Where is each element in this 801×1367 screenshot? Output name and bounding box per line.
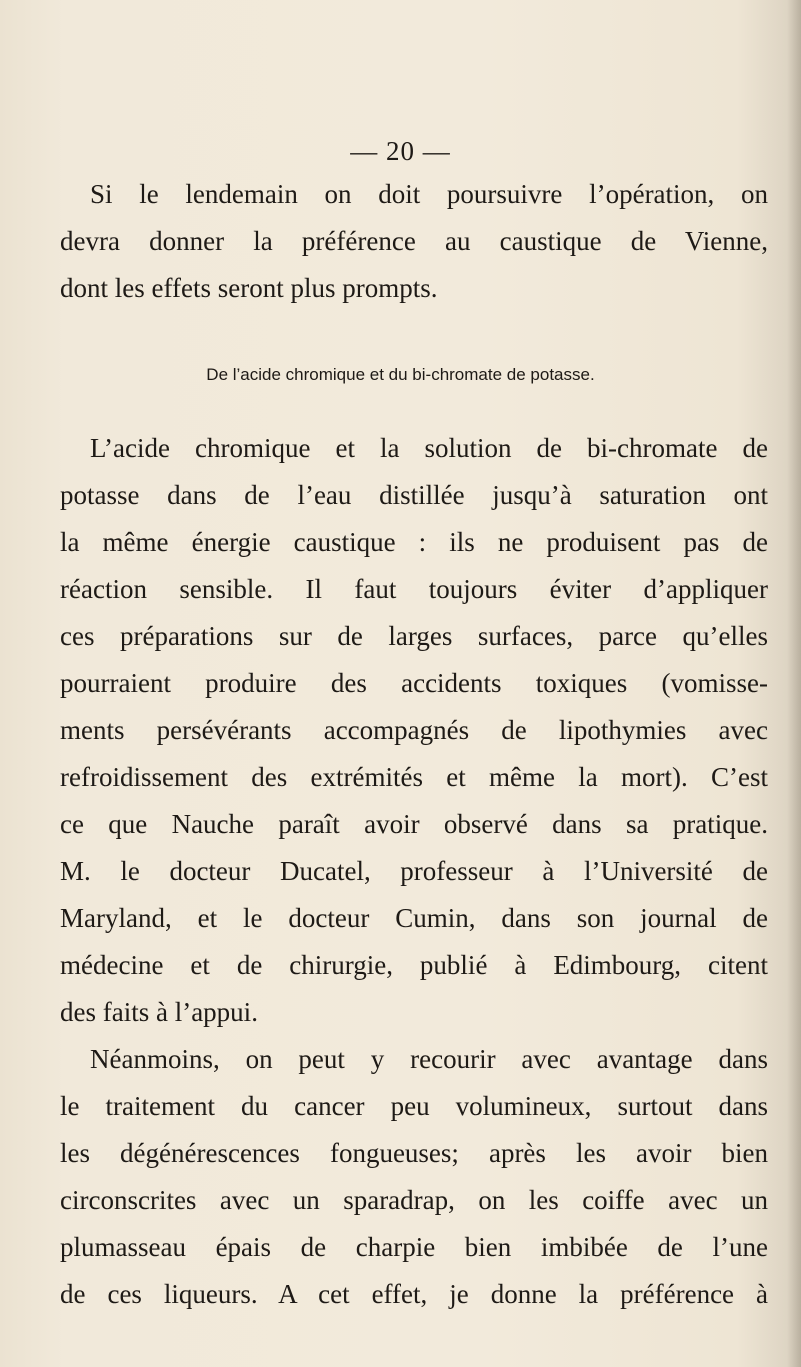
text-line: Néanmoins, on peut y recourir avec avantage dans — [90, 1044, 768, 1074]
text-line: devra donner la préférence au caustique de Vienne, — [60, 226, 768, 256]
text-line: de ces liqueurs. A cet effet, je donne la préférence à — [60, 1279, 768, 1309]
text-line: Si le lendemain on doit poursuivre l’opération, on — [90, 179, 768, 209]
text-line: ments persévérants accompagnés de lipothymies avec — [60, 715, 768, 745]
text-line: L’acide chromique et la solution de bi-chromate de — [90, 433, 768, 463]
page-number: — 20 — — [350, 136, 451, 166]
text-line: le traitement du cancer peu volumineux, surtout dans — [60, 1091, 768, 1121]
section-heading: De l’acide chromique et du bi-chromate de potasse. — [206, 365, 595, 384]
text-line: médecine et de chirurgie, publié à Edimbourg, citent — [60, 950, 768, 980]
text-line: M. le docteur Ducatel, professeur à l’Université de — [60, 856, 768, 886]
text-line: Maryland, et le docteur Cumin, dans son journal de — [60, 903, 768, 933]
text-line: des faits à l’appui. — [60, 997, 258, 1027]
text-line: ce que Nauche paraît avoir observé dans sa pratique. — [60, 809, 768, 839]
text-line: circonscrites avec un sparadrap, on les coiffe avec un — [60, 1185, 768, 1215]
text-line: réaction sensible. Il faut toujours éviter d’appliquer — [60, 574, 768, 604]
text-line: les dégénérescences fongueuses; après les avoir bien — [60, 1138, 768, 1168]
text-line: ces préparations sur de larges surfaces, parce qu’elles — [60, 621, 768, 651]
text-line: pourraient produire des accidents toxiques (vomisse- — [60, 668, 768, 698]
text-line: refroidissement des extrémités et même la mort). C’est — [60, 762, 768, 792]
text-line: potasse dans de l’eau distillée jusqu’à saturation ont — [60, 480, 768, 510]
text-line: dont les effets seront plus prompts. — [60, 273, 438, 303]
text-line: la même énergie caustique : ils ne produisent pas de — [60, 527, 768, 557]
page-edge-shadow — [787, 0, 801, 1367]
text-line: plumasseau épais de charpie bien imbibée de l’une — [60, 1232, 768, 1262]
